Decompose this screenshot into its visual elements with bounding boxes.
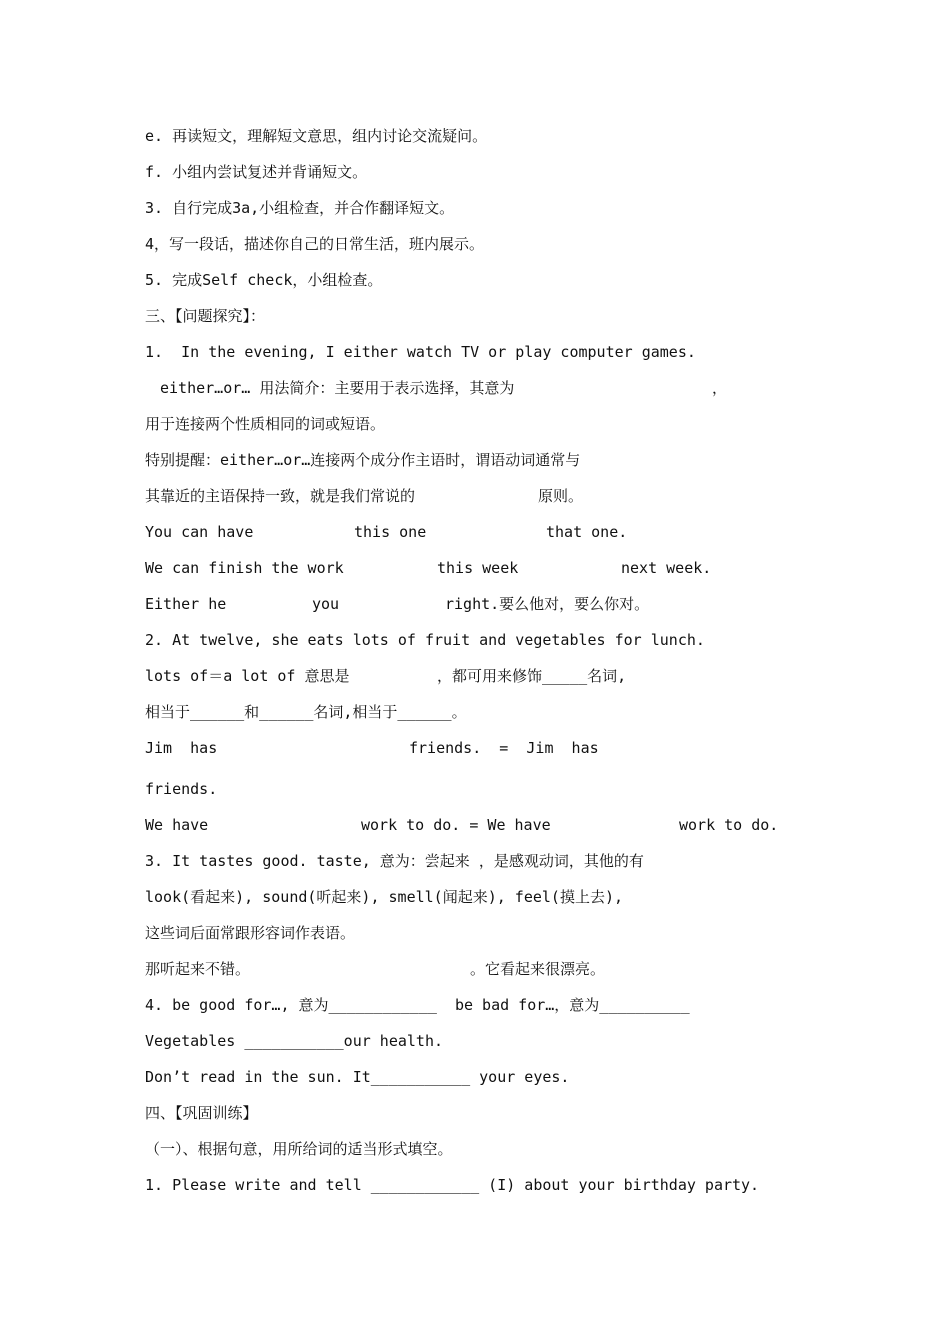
section-heading-explore: 三、【问题探究】： xyxy=(145,307,266,325)
exercise-line-2-c: next week. xyxy=(621,559,712,577)
work-to-do-a: We have xyxy=(145,816,209,834)
step-f-retell: f. 小组内尝试复述并背诵短文。 xyxy=(145,163,368,181)
jim-friends-b: friends. = Jim has xyxy=(409,739,599,757)
exercise-line-1-b: this one xyxy=(354,523,427,541)
work-to-do-b: work to do. = We have xyxy=(361,816,551,834)
either-or-usage: either…or… 用法简介：主要用于表示选择，其意为 xyxy=(160,379,515,397)
read-in-sun: Don’t read in the sun. It___________ your eyes. xyxy=(145,1068,570,1086)
either-or-usage-comma: ， xyxy=(712,379,728,397)
either-or-usage-cont: 用于连接两个性质相同的词或短语。 xyxy=(145,415,386,433)
proximity-rule: 其靠近的主语保持一致，就是我们常说的 xyxy=(145,487,416,505)
practice-instructions: （一）、根据句意，用所给词的适当形式填空。 xyxy=(145,1140,453,1158)
exercise-line-3-b: you xyxy=(312,595,340,613)
vegetables-health: Vegetables ___________our health. xyxy=(145,1032,444,1050)
step-e-reread: e. 再读短文，理解短文意思，组内讨论交流疑问。 xyxy=(145,127,488,145)
proximity-rule-end: 原则。 xyxy=(538,487,584,505)
example-sentence-1: 1. In the evening, I either watch TV or play computer games. xyxy=(145,343,696,361)
section-heading-practice: 四、【巩固训练】 xyxy=(145,1104,258,1122)
exercise-line-1-c: that one. xyxy=(546,523,628,541)
work-to-do-c: work to do. xyxy=(679,816,779,834)
lots-of-equivalents: 相当于______和______名词,相当于______。 xyxy=(145,703,467,721)
step-3-complete-3a: 3. 自行完成3a,小组检查，并合作翻译短文。 xyxy=(145,199,455,217)
sense-verbs: look(看起来), sound(听起来), smell(闻起来), feel(摸上去), xyxy=(145,888,624,906)
sense-verbs-note: 这些词后面常跟形容词作表语。 xyxy=(145,924,356,942)
special-reminder: 特别提醒：either…or…连接两个成分作主语时，谓语动词通常与 xyxy=(145,451,581,469)
practice-question-1: 1. Please write and tell ____________ (I) about your birthday party. xyxy=(145,1176,760,1194)
exercise-line-1-a: You can have xyxy=(145,523,254,541)
jim-friends-a: Jim has xyxy=(145,739,218,757)
translate-looks-beautiful: 。它看起来很漂亮。 xyxy=(470,960,606,978)
jim-friends-c: friends. xyxy=(145,780,218,798)
exercise-line-2-a: We can finish the work xyxy=(145,559,344,577)
step-5-self-check: 5. 完成Self check，小组检查。 xyxy=(145,271,383,289)
lots-of-meaning-cont: ，都可用来修饰_____名词, xyxy=(437,667,627,685)
exercise-line-3-c: right.要么他对，要么你对。 xyxy=(445,595,650,613)
lots-of-meaning: lots of＝a lot of 意思是 xyxy=(145,667,350,685)
exercise-line-2-b: this week xyxy=(437,559,519,577)
step-4-write-paragraph: 4，写一段话，描述你自己的日常生活，班内展示。 xyxy=(145,235,485,253)
good-for-bad-for: 4. be good for…, 意为____________ be bad for…，意为__________ xyxy=(145,996,690,1014)
exercise-line-3-a: Either he xyxy=(145,595,227,613)
example-sentence-3: 3. It tastes good. taste, 意为：尝起来 ，是感观动词，其他的有 xyxy=(145,852,644,870)
translate-sounds-good: 那听起来不错。 xyxy=(145,960,251,978)
example-sentence-2: 2. At twelve, she eats lots of fruit and vegetables for lunch. xyxy=(145,631,705,649)
